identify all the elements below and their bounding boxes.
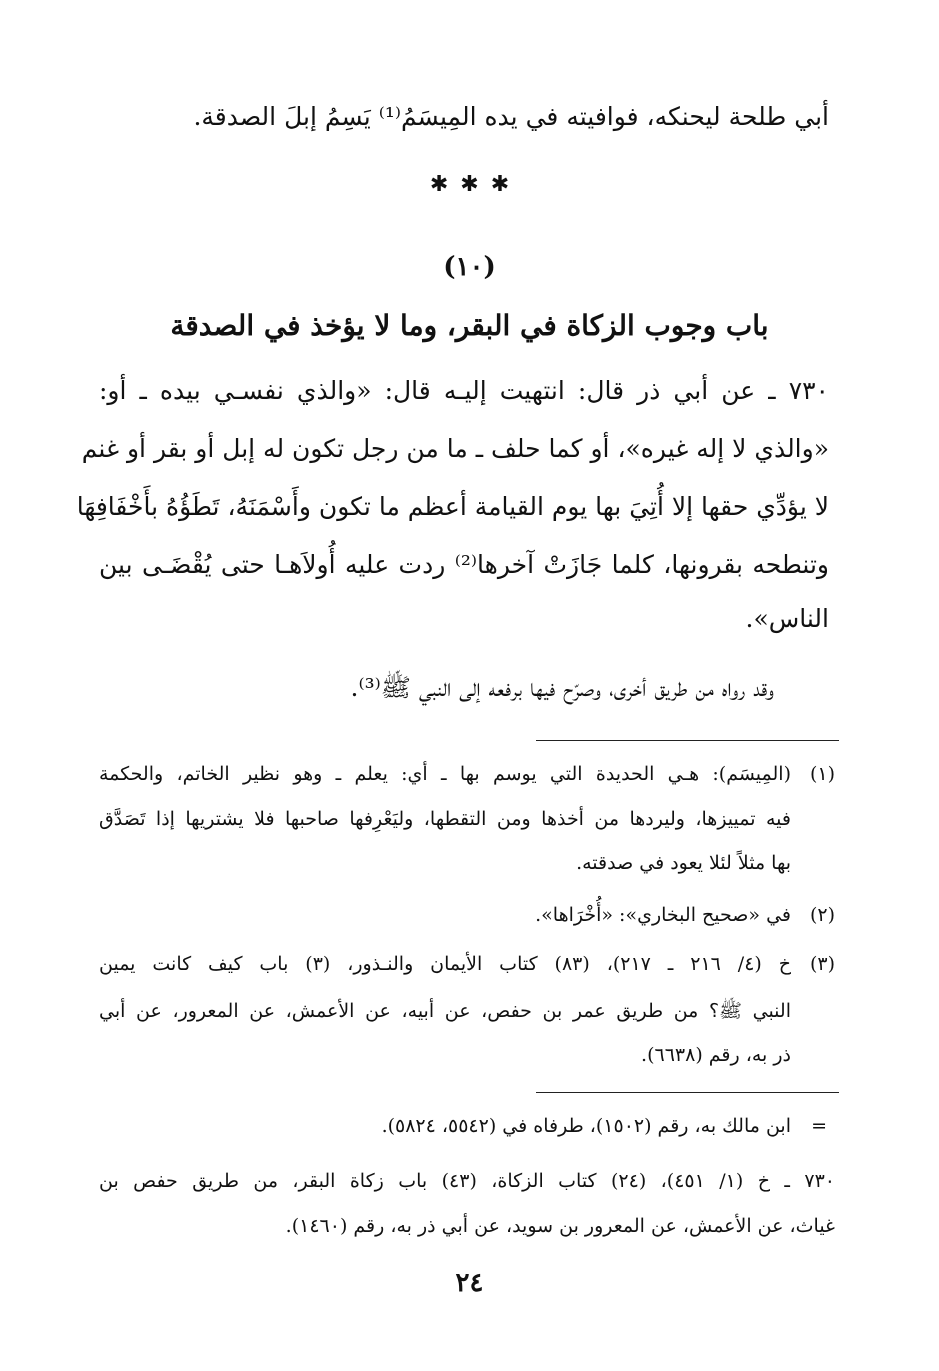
page-number: ٢٤ — [455, 1268, 484, 1298]
reference-line: ٧٣٠ ـ خ (١/ ٤٥١)، (٢٤) كتاب الزكاة، (٤٣) باب زكاة البقر، من طريق حفص بن — [99, 1170, 835, 1192]
footnote-number: (١) — [809, 763, 835, 785]
continuation-marker: = — [811, 1115, 827, 1137]
footnote-line: فيه تمييزها، وليردها من أخذها ومن التقطها، وليَعْرِفها صاحبها فلا يشتريها إذا تَصَدَّق — [99, 808, 791, 830]
section-separator — [0, 172, 939, 197]
footnote-line: بها مثلاً لئلا يعود في صدقته. — [576, 852, 791, 874]
continuation-line: أبي طلحة ليحنكه، فوافيته في يده المِيسَمُ⁽¹⁾ يَسِمُ إبلَ الصدقة. — [193, 102, 829, 131]
footnote-line: (المِيسَم): هـي الحديدة التي يوسم بها ـ أي: يعلم ـ وهو نظير الخاتم، والحكمة — [99, 763, 791, 785]
star-icon: ✱ — [490, 172, 510, 197]
footnote-number: (٣) — [809, 953, 835, 975]
references-rule — [536, 1092, 839, 1093]
footnote-line: ذر به، رقم (٦٦٣٨). — [641, 1044, 791, 1066]
footnote-line: خ (٤/ ٢١٦ ـ ٢١٧)، (٨٣) كتاب الأيمان والنـذور، (٣) باب كيف كانت يمين — [99, 953, 792, 975]
hadith-line: ٧٣٠ ـ عن أبي ذر قال: انتهيت إليـه قال: «والذي نفسـي بيده ـ أو: — [99, 376, 829, 405]
chapter-number: (١٠) — [443, 252, 496, 282]
hadith-note: وقد رواه من طريق أخرى، وصرّح فيها برفعه إلى النبي ﷺ⁽³⁾. — [350, 673, 774, 702]
hadith-line: وتنطحه بقرونها، كلما جَازَتْ آخرها⁽²⁾ ردت عليه أُولاَهـا حتى يُقْضَـى بين — [99, 550, 829, 579]
reference-line: غياث، عن الأعمش، عن المعرور بن سويد، عن أبي ذر به، رقم (١٤٦٠). — [285, 1215, 835, 1237]
footnote-number: (٢) — [809, 904, 835, 926]
hadith-line: لا يؤدِّي حقها إلا أُتِيَ بها يوم القيامة أعظم ما تكون وأَسْمَنَهُ، تَطَؤُهُ بأَخْفَافِهَا — [76, 492, 829, 521]
star-icon: ✱ — [460, 172, 479, 197]
reference-line: ابن مالك به، رقم (١٥٠٢)، طرفاه في (٥٥٤٢، ٥٨٢٤). — [381, 1115, 791, 1137]
footnote-line: في «صحيح البخاري»: «أُخْرَاها». — [535, 904, 791, 926]
hadith-line: «والذي لا إله غيره»، أو كما حلف ـ ما من رجل تكون له إبل أو بقر أو غنم — [81, 434, 829, 463]
chapter-title: باب وجوب الزكاة في البقر، وما لا يؤخذ في الصدقة — [170, 309, 769, 342]
footnote-rule — [536, 740, 839, 741]
hadith-line: الناس». — [745, 604, 829, 633]
star-icon: ✱ — [429, 172, 449, 197]
footnote-line: النبي ﷺ؟ من طريق عمر بن حفص، عن أبيه، عن الأعمش، عن المعرور، عن أبي — [99, 1000, 791, 1022]
